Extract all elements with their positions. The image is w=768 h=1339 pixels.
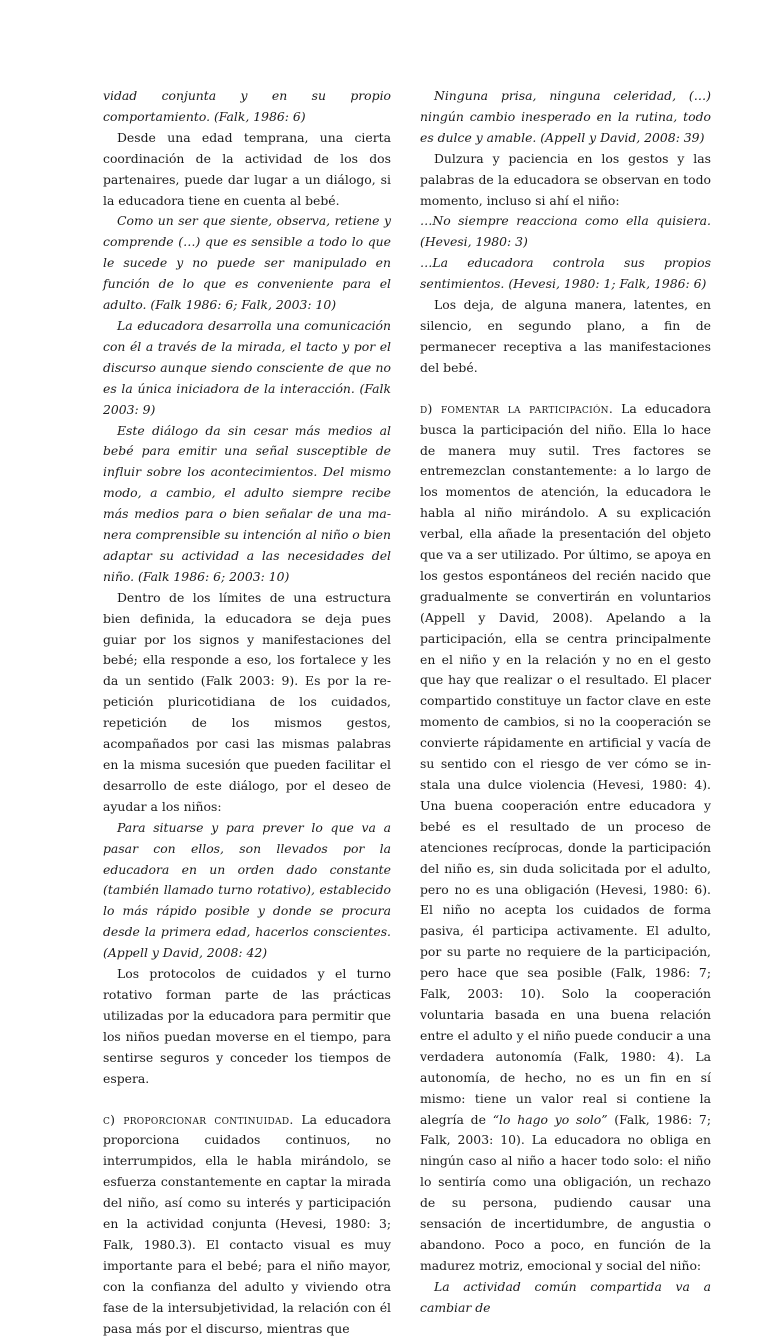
- block-quote: Para situarse y para prever lo que va a pasar con ellos, son llevados por la educadora en un orden dado constante (también llamado turno rotativo), establecido lo más rápido posible y donde se procura desde la primera edad, hacerlos conscientes. (Appell y David, 2008: 42): [103, 818, 391, 964]
- paragraph: Dulzura y paciencia en los gestos y las palabras de la educadora se observan en todo momento, incluso si ahí el niño:: [420, 149, 711, 212]
- paragraph: Dentro de los límites de una estructura bien definida, la educadora se deja pues guiar por los signos y manifestaciones del bebé; ella responde a eso, los fortalece y les da un sentido (Falk 2003: 9). Es por la repetición pluricotidiana de los cuidados, repetición de los mismos gestos, acompañados por casi las mismas palabras en la misma sucesión que pueden facilitar el desarrollo de este diálogo, por el deseo de ayudar a los niños:: [103, 588, 391, 818]
- block-quote: Ninguna prisa, ninguna celeridad, (…) ningún cambio inesperado en la rutina, todo es dulce y amable. (Appell y David, 2008: 39): [420, 86, 711, 149]
- section-d: [420, 399, 711, 1277]
- paragraph: Los deja, de alguna manera, latentes, en silencio, en segundo plano, a fin de permanecer receptiva a las manifestaciones del bebé.: [420, 295, 711, 379]
- section-text-continued: (Falk, 1986: 7; Falk, 2003: 10). La educadora no obliga en ningún caso al niño a hacer todo solo: el niño lo sentiría como una obligación, un rechazo de su persona, pudiendo causar una sensación de incertidumbre, de angustia o abandono. Poco a poco, en función de la madurez motriz, emocional y social del niño:: [420, 1112, 711, 1273]
- section-text: La educadora busca la participación del niño. Ella lo hace de manera muy sutil. Tres factores se entremezclan constantemente: a lo largo de los momentos de atención, la educadora le habla al niño mirándolo. A su explicación verbal, ella añade la presentación del objeto que va a ser utilizado. Por último, se apoya en los gestos espontáneos del recién nacido que gradualmente se convertirán en voluntarios (Appell y David, 2008). Apelando a la participación, ella se centra principalmente en el niño y en la relación y no en el gesto que hay que realizar o el resultado. El placer compartido constituye un factor clave en este momento de cambios, si no la cooperación se convierte rápidamente en artificial y vacía de su sentido con el riesgo de ver cómo se instala una dulce violencia (Hevesi, 1980: 4). Una buena cooperación entre educadora y bebé es el resultado de un proceso de atenciones recíprocas, donde la participación del niño es, sin duda solicitada por el adulto, pero no es una obligación (Hevesi, 1980: 6). El niño no acepta los cuidados de forma pasiva, él participa activamente. El adulto, por su parte no requiere de la participación, pero hace que sea posible (Falk, 1986: 7; Falk, 2003: 10). Solo la cooperación voluntaria basada en una buena relación entre el adulto y el niño puede conducir a una verdadera autonomía (Falk, 1980: 4). La autonomía, de hecho, no es un fin en sí mismo: tiene un valor real si contiene la alegría de: [420, 401, 711, 1127]
- paragraph: Los protocolos de cuidados y el turno rotativo forman parte de las prácticas utilizadas por la educadora para permitir que los niños puedan moverse en el tiempo, para sentirse seguros y conceder los tiempos de espera.: [103, 964, 391, 1089]
- left-column: [103, 86, 391, 1339]
- block-quote: …La educadora controla sus propios sentimientos. (Hevesi, 1980: 1; Falk, 1986: 6): [420, 253, 711, 295]
- section-c: [103, 1110, 391, 1339]
- block-quote: Este diálogo da sin cesar más medios al bebé para emitir una señal susceptible de influir sobre los acontecimientos. Del mismo modo, a cambio, el adulto siempre recibe más medios para o bien señalar de una manera comprensible su intención al niño o bien adaptar su actividad a las necesidades del niño. (Falk 1986: 6; 2003: 10): [103, 421, 391, 588]
- section-heading: d) fomentar la participación.: [420, 401, 613, 416]
- inline-quote: “lo hago yo solo”: [493, 1112, 608, 1127]
- block-quote: La actividad común compartida va a cambiar de: [420, 1277, 711, 1319]
- quote-continuation: vidad conjunta y en su propio comportamiento. (Falk, 1986: 6): [103, 86, 391, 128]
- paragraph: Desde una edad temprana, una cierta coordinación de la actividad de los dos partenaires, puede dar lugar a un diálogo, si la educadora tiene en cuenta al bebé.: [103, 128, 391, 212]
- section-heading: c) proporcionar continuidad.: [103, 1112, 294, 1127]
- block-quote: Como un ser que siente, observa, retiene y comprende (…) que es sensible a todo lo que le sucede y no puede ser manipulado en función de lo que es conveniente para el adulto. (Falk 1986: 6; Falk, 2003: 10): [103, 211, 391, 316]
- block-quote: La educadora desarrolla una comunicación con él a través de la mirada, el tacto y por el discurso aunque siendo consciente de que no es la única iniciadora de la interacción. (Falk 2003: 9): [103, 316, 391, 421]
- section-text: La educadora proporciona cuidados continuos, no interrumpidos, ella le habla mirándolo, se esfuerza constantemente en captar la mirada del niño, así como su interés y participación en la actividad conjunta (Hevesi, 1980: 3; Falk, 1980.3). El contacto visual es muy importante para el bebé; para el niño mayor, con la confianza del adulto y viviendo otra fase de la intersubjetividad, la relación con él pasa más por el discurso, mientras que: [103, 1112, 391, 1336]
- right-column: [420, 86, 711, 1319]
- block-quote: …No siempre reacciona como ella quisiera. (Hevesi, 1980: 3): [420, 211, 711, 253]
